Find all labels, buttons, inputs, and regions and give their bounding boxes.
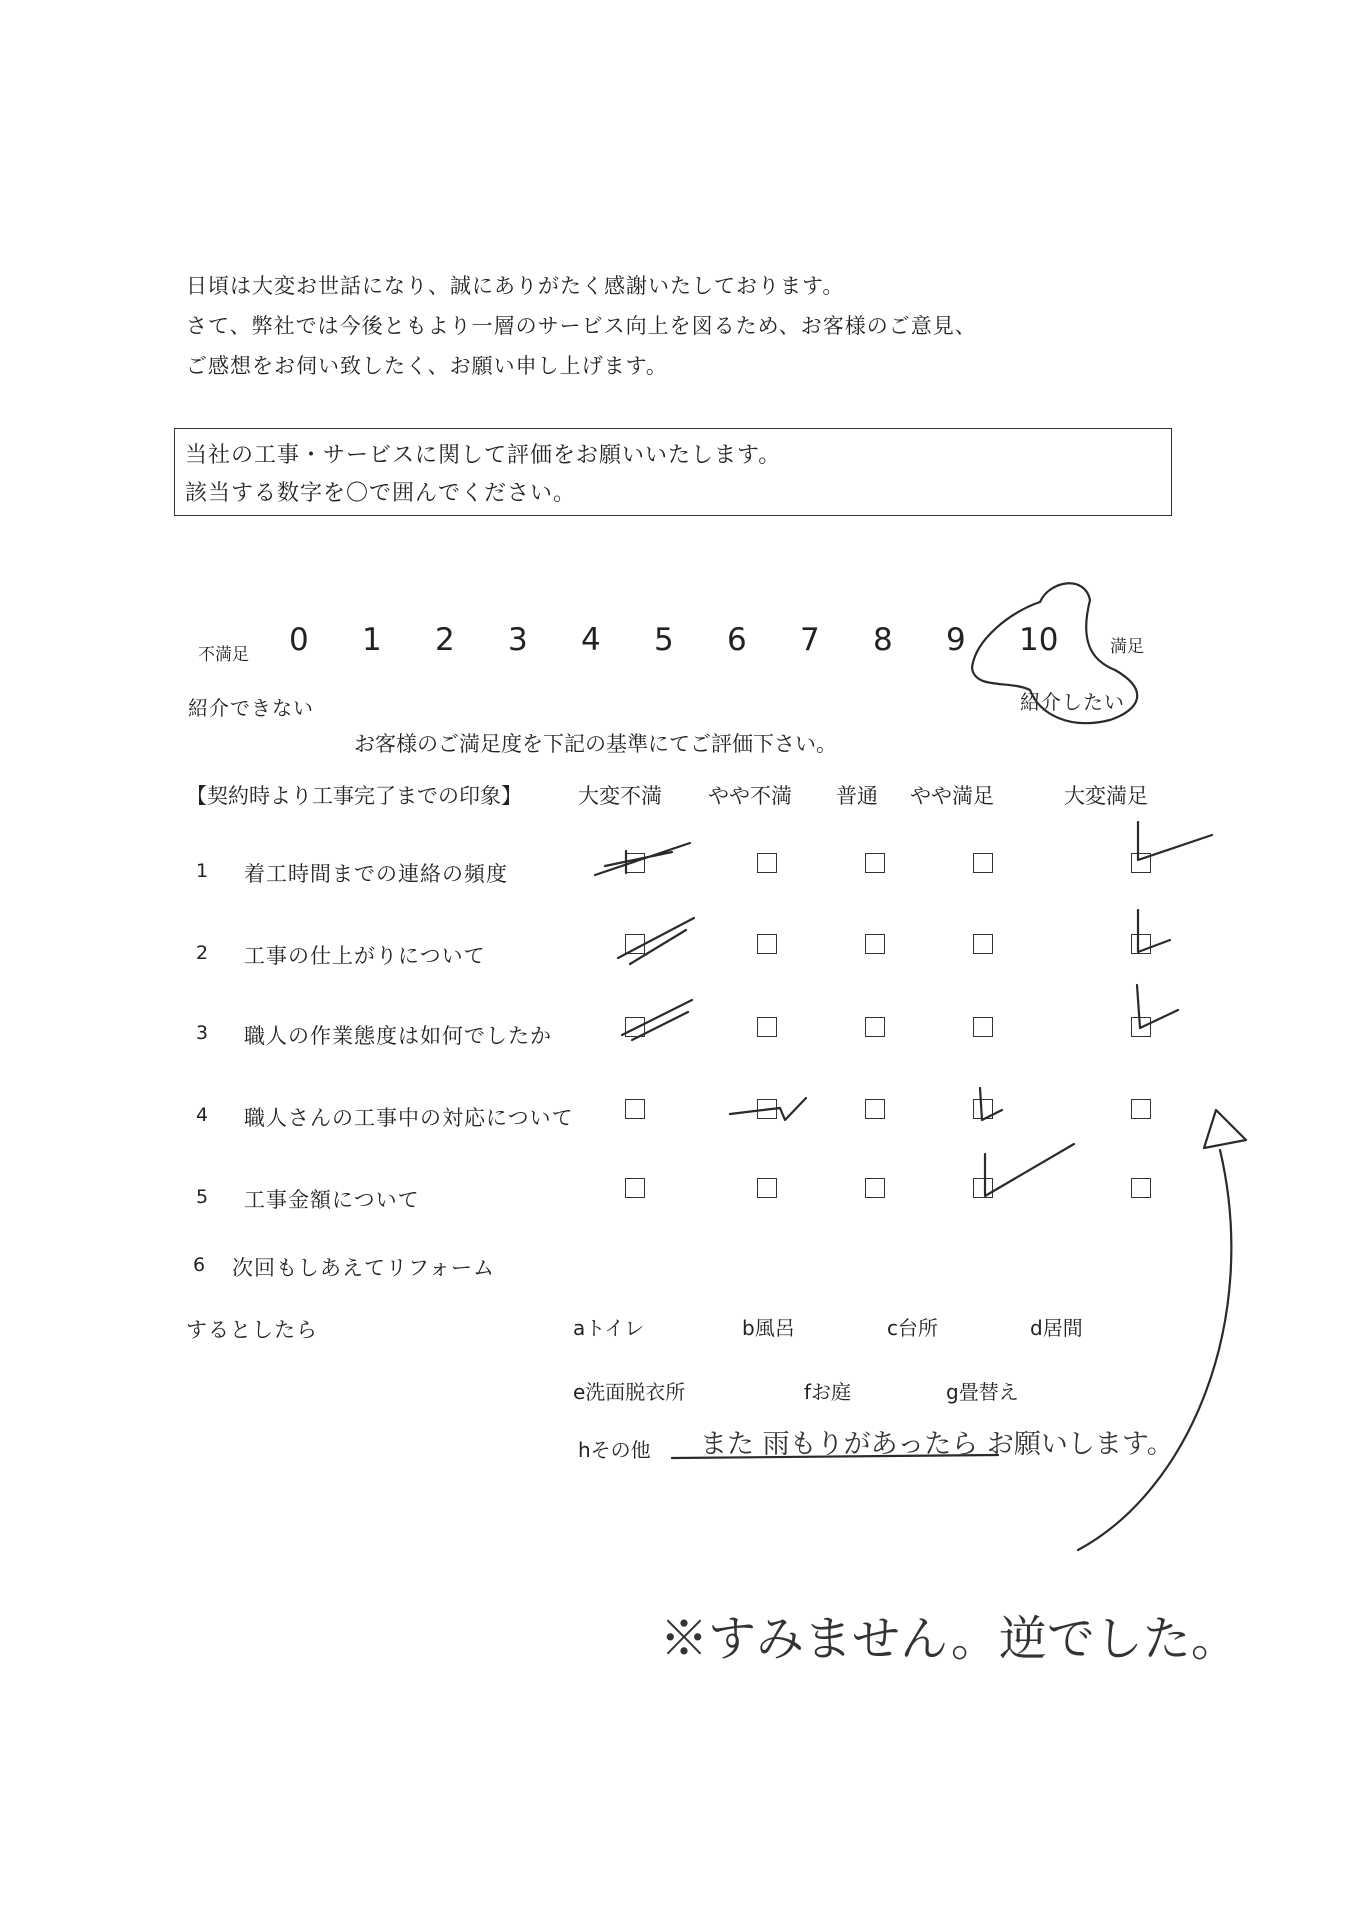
- check-mark: [985, 1144, 1074, 1196]
- column-somewhat-dissatisfied: やや不満: [708, 784, 792, 808]
- instruction-box: [174, 428, 1172, 516]
- scale-left-label: 不満足: [198, 645, 249, 665]
- scale-number-2[interactable]: 2: [435, 622, 455, 658]
- scale-number-4[interactable]: 4: [581, 622, 601, 658]
- satisfaction-title: お客様のご満足度を下記の基準にてご評価下さい。: [354, 732, 837, 756]
- checkbox-row4-somewhat-satisfied[interactable]: [973, 1099, 993, 1119]
- instruction-line-2: 該当する数字を〇で囲んでください。: [185, 481, 577, 506]
- option-bath[interactable]: b風呂: [742, 1316, 795, 1340]
- scale-number-5[interactable]: 5: [654, 622, 674, 658]
- checkbox-row3-neutral[interactable]: [865, 1017, 885, 1037]
- scale-number-6[interactable]: 6: [727, 622, 747, 658]
- row-number: 4: [196, 1104, 209, 1126]
- checkbox-row4-somewhat-dissatisfied[interactable]: [757, 1099, 777, 1119]
- option-toilet[interactable]: aトイレ: [573, 1316, 645, 1340]
- column-very-satisfied: 大変満足: [1064, 784, 1148, 808]
- row-number: 5: [196, 1186, 209, 1208]
- option-other-label: hその他: [578, 1438, 651, 1462]
- row-label: 職人の作業態度は如何でしたか: [244, 1024, 552, 1048]
- scale-right-label: 満足: [1110, 637, 1144, 657]
- row-number: 2: [196, 942, 209, 964]
- scale-left-caption: 紹介できない: [188, 696, 314, 720]
- checkbox-row4-very-dissatisfied[interactable]: [625, 1099, 645, 1119]
- checkbox-row1-somewhat-dissatisfied[interactable]: [757, 853, 777, 873]
- column-neutral: 普通: [836, 784, 878, 808]
- row-label: 工事金額について: [244, 1188, 420, 1212]
- option-living-room[interactable]: d居間: [1030, 1316, 1083, 1340]
- option-washroom[interactable]: e洗面脱衣所: [573, 1380, 686, 1404]
- row-label: 職人さんの工事中の対応について: [244, 1106, 574, 1130]
- other-handwritten-answer[interactable]: また 雨もりがあったら お願いします。: [700, 1429, 1174, 1460]
- checkbox-row3-somewhat-satisfied[interactable]: [973, 1017, 993, 1037]
- checkbox-row1-very-dissatisfied[interactable]: [625, 853, 645, 873]
- q6-label-line-1: 次回もしあえてリフォーム: [232, 1256, 495, 1280]
- checkbox-row2-very-satisfied[interactable]: [1131, 934, 1151, 954]
- checkbox-row4-neutral[interactable]: [865, 1099, 885, 1119]
- checkbox-row5-somewhat-dissatisfied[interactable]: [757, 1178, 777, 1198]
- checkbox-row1-somewhat-satisfied[interactable]: [973, 853, 993, 873]
- column-very-dissatisfied: 大変不満: [578, 784, 662, 808]
- option-kitchen[interactable]: c台所: [887, 1316, 938, 1340]
- checkbox-row1-very-satisfied[interactable]: [1131, 853, 1151, 873]
- row-number: 3: [196, 1022, 209, 1044]
- option-tatami[interactable]: g畳替え: [946, 1380, 1019, 1404]
- scale-number-3[interactable]: 3: [508, 622, 528, 658]
- scale-number-7[interactable]: 7: [800, 622, 820, 658]
- checkbox-row2-very-dissatisfied[interactable]: [625, 934, 645, 954]
- row-label: 工事の仕上がりについて: [244, 944, 486, 968]
- arrow-mark: [1078, 1150, 1231, 1550]
- intro-line-1: 日頃は大変お世話になり、誠にありがたく感謝いたしております。: [186, 274, 845, 298]
- scale-number-1[interactable]: 1: [362, 622, 382, 658]
- scale-right-caption: 紹介したい: [1020, 690, 1125, 714]
- checkbox-row4-very-satisfied[interactable]: [1131, 1099, 1151, 1119]
- checkbox-row5-neutral[interactable]: [865, 1178, 885, 1198]
- checkbox-row2-somewhat-dissatisfied[interactable]: [757, 934, 777, 954]
- checkbox-row2-neutral[interactable]: [865, 934, 885, 954]
- table-section-header: 【契約時より工事完了までの印象】: [186, 784, 522, 808]
- column-somewhat-satisfied: やや満足: [910, 784, 994, 808]
- checkbox-row3-somewhat-dissatisfied[interactable]: [757, 1017, 777, 1037]
- q6-number: 6: [193, 1254, 206, 1276]
- scale-number-8[interactable]: 8: [873, 622, 893, 658]
- scale-number-0[interactable]: 0: [289, 622, 309, 658]
- scale-number-9[interactable]: 9: [946, 622, 966, 658]
- checkbox-row3-very-dissatisfied[interactable]: [625, 1017, 645, 1037]
- checkbox-row5-very-satisfied[interactable]: [1131, 1178, 1151, 1198]
- scale-number-10[interactable]: 10: [1019, 622, 1059, 658]
- arrow-mark: [1204, 1110, 1246, 1148]
- checkbox-row5-very-dissatisfied[interactable]: [625, 1178, 645, 1198]
- checkbox-row5-somewhat-satisfied[interactable]: [973, 1178, 993, 1198]
- handwritten-note: ※すみません。逆でした。: [660, 1611, 1239, 1667]
- checkbox-row3-very-satisfied[interactable]: [1131, 1017, 1151, 1037]
- instruction-line-1: 当社の工事・サービスに関して評価をお願いいたします。: [185, 443, 782, 468]
- checkbox-row2-somewhat-satisfied[interactable]: [973, 934, 993, 954]
- row-number: 1: [196, 860, 209, 882]
- intro-line-2: さて、弊社では今後ともより一層のサービス向上を図るため、お客様のご意見、: [186, 314, 977, 338]
- intro-line-3: ご感想をお伺い致したく、お願い申し上げます。: [186, 354, 668, 378]
- q6-label-line-2: するとしたら: [186, 1318, 318, 1342]
- option-garden[interactable]: fお庭: [804, 1380, 852, 1404]
- row-label: 着工時間までの連絡の頻度: [244, 862, 508, 886]
- checkbox-row1-neutral[interactable]: [865, 853, 885, 873]
